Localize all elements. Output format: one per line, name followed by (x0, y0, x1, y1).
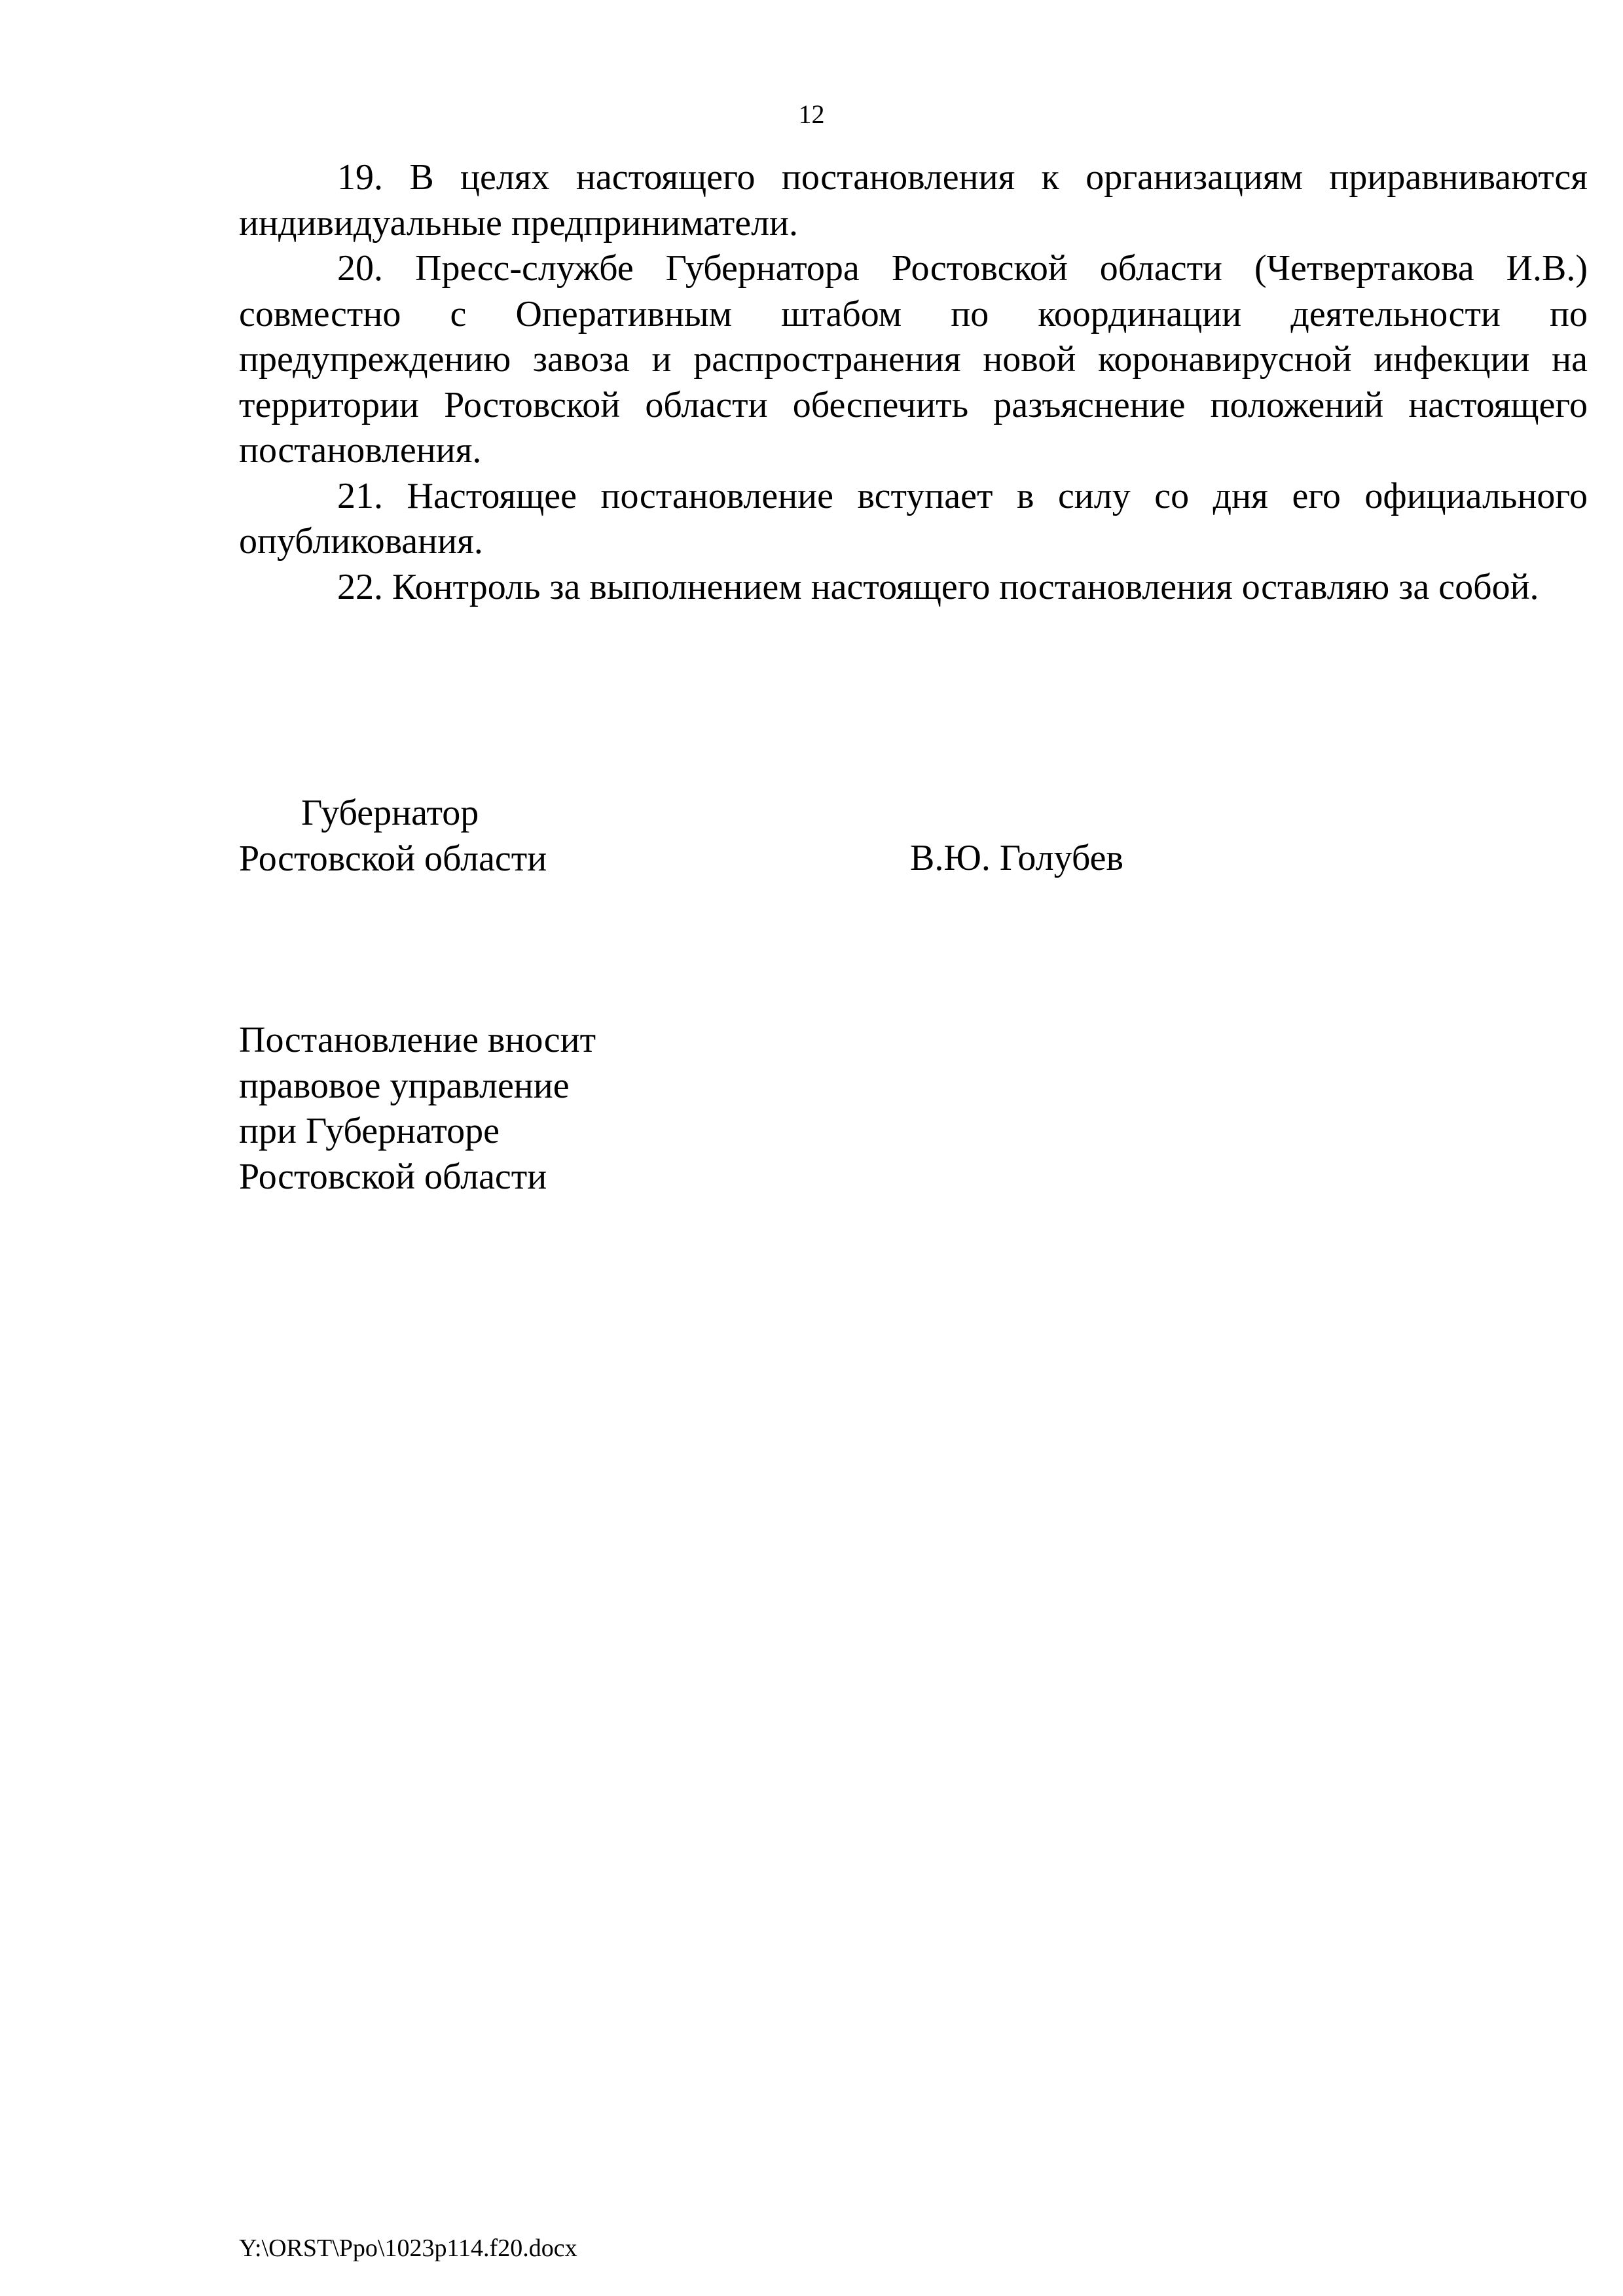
paragraph-20: 20. Пресс-службе Губернатора Ростовской области (Четвертакова И.В.) совместно с Оперативным штабом по координации деятельности по предупреждению завоза и распространения новой коронавирусной инфекции на территории Ростовской области обеспечить разъяснение положений настоящего постановления. (239, 248, 1588, 471)
introduced-by-line2: правовое управление (239, 1065, 570, 1106)
page-number: 12 (798, 99, 825, 129)
paragraph-19: 19. В целях настоящего постановления к организациям приравниваются индивидуальные предприниматели. (239, 157, 1588, 243)
signatory-title-line1: Губернатор (301, 793, 479, 833)
paragraph-22: 22. Контроль за выполнением настоящего постановления оставляю за собой. (337, 566, 1539, 607)
introduced-by-block (239, 1018, 596, 1200)
document-body (239, 155, 1588, 610)
signatory-title-line2: Ростовской области (239, 838, 547, 879)
signatory-title (239, 791, 547, 882)
file-path-footer: Y:\ORST\Ppo\1023p114.f20.docx (239, 2234, 577, 2262)
introduced-by-line3: при Губернаторе (239, 1111, 500, 1151)
introduced-by-line1: Постановление вносит (239, 1020, 596, 1060)
paragraph-21: 21. Настоящее постановление вступает в силу со дня его официального опубликования. (239, 475, 1588, 562)
signatory-name: В.Ю. Голубев (910, 838, 1123, 878)
introduced-by-line4: Ростовской области (239, 1156, 547, 1197)
